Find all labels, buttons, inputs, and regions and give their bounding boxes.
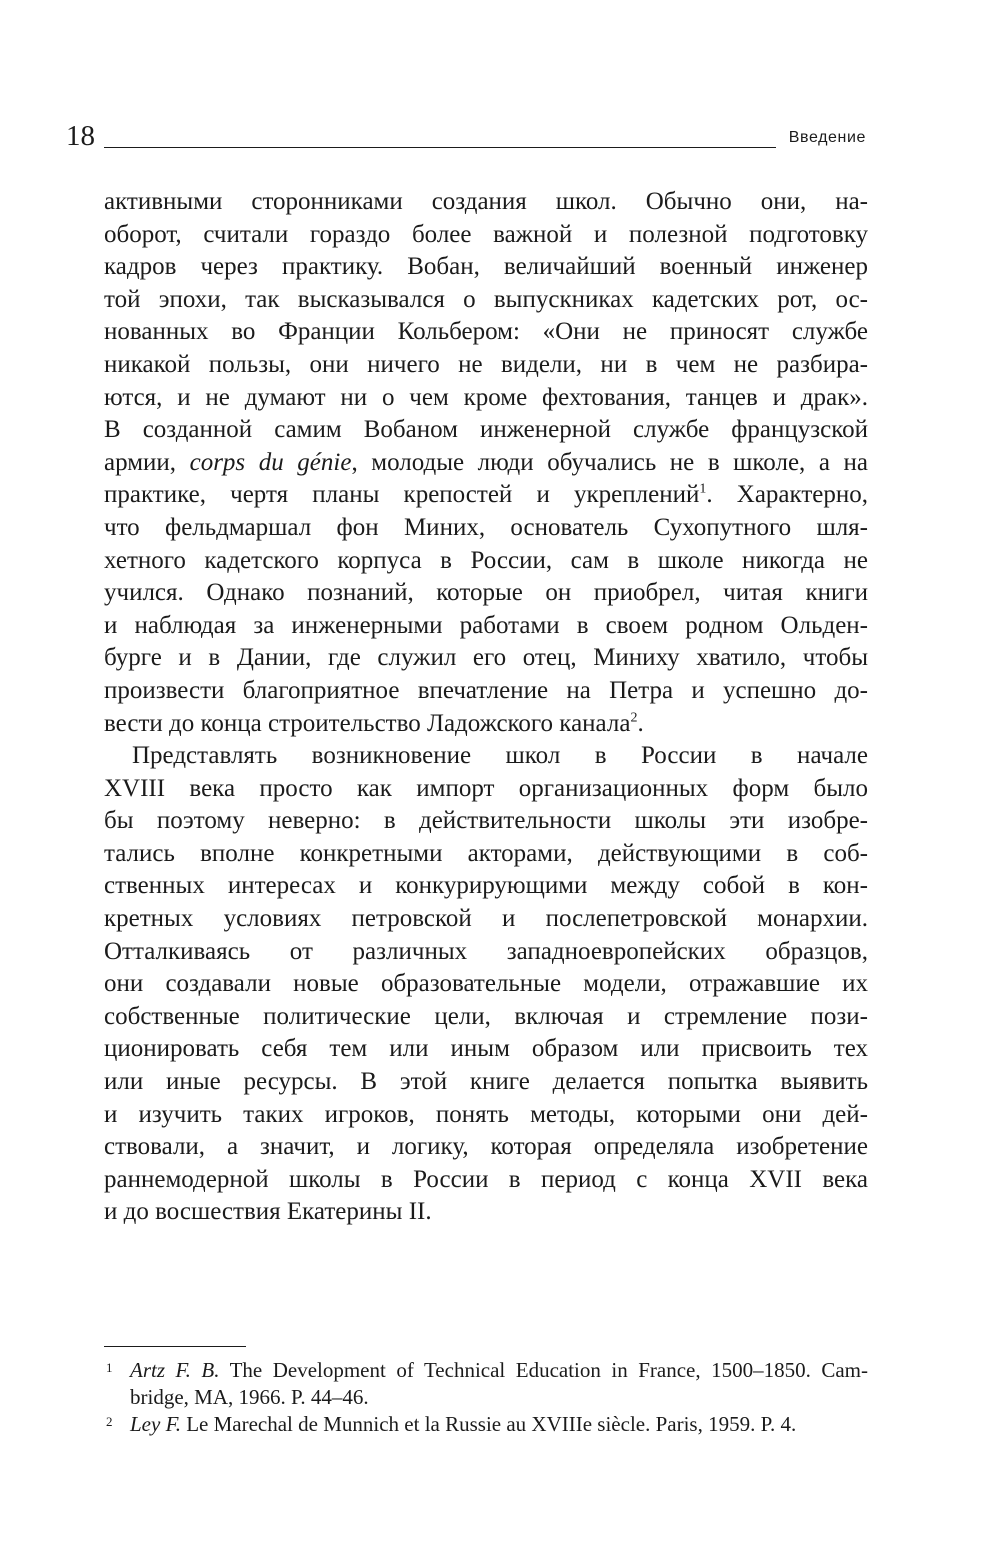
footnote-text: The Development of Technical Education in France, 1500–1850. Cam-	[219, 1358, 868, 1382]
text-line: тались вполне конкретными акторами, действующими в соб-	[104, 839, 868, 867]
footnote-ref-1[interactable]: 1	[699, 482, 707, 498]
footnote-separator	[104, 1346, 246, 1347]
text-fragment: практике, чертя планы крепостей и укреплений	[104, 481, 700, 509]
text-line: и до восшествия Екатерины II.	[104, 1198, 432, 1226]
text-line: XVIII века просто как импорт организационных форм было	[104, 774, 868, 802]
text-line: Представлять возникновение школ в России в начале	[132, 742, 868, 770]
text-line: ственных интересах и конкурирующими между собой в кон-	[104, 872, 868, 900]
text-line: что фельдмаршал фон Миних, основатель Сухопутного шля-	[104, 513, 868, 541]
page-number: 18	[66, 120, 95, 152]
text-line: они создавали новые образовательные модели, отражавшие их	[104, 970, 868, 998]
text-line	[104, 479, 868, 512]
running-head: Введение	[788, 129, 866, 146]
text-fragment: .	[637, 709, 644, 737]
text-line: кретных условиях петровской и послепетровской монархии.	[104, 905, 868, 933]
footnote-text: Le Marechal de Munnich et la Russie au XVIIIe siècle. Paris, 1959. P. 4.	[180, 1412, 797, 1436]
text-line: ются, и не думают ни о чем кроме фехтования, танцев и драк».	[104, 383, 868, 411]
text-line: нованных во Франции Кольбером: «Они не приносят службе	[104, 318, 868, 346]
text-line: Отталкиваясь от различных западноевропейских образцов,	[104, 937, 868, 965]
text-line: учился. Однако познаний, которые он приобрел, читая книги	[104, 579, 868, 607]
page-header	[66, 118, 866, 154]
text-fragment: , молодые люди обучались не в школе, а на	[351, 448, 868, 476]
text-fragment: . Характерно,	[706, 481, 868, 509]
text-line: раннемодерной школы в России в период с конца XVII века	[104, 1165, 868, 1193]
text-line: произвести благоприятное впечатление на Петра и успешно до-	[104, 676, 868, 704]
footnote-ref-2[interactable]: 2	[630, 710, 638, 726]
text-line: и изучить таких игроков, понять методы, которыми они дей-	[104, 1100, 868, 1128]
text-line: ционировать себя тем или иным образом или присвоить тех	[104, 1035, 868, 1063]
footnote-line	[130, 1357, 868, 1384]
paragraph-2	[104, 740, 868, 1229]
footnote-number: 1	[106, 1360, 113, 1375]
text-fragment: вести до конца строительство Ладожского канала	[104, 709, 631, 737]
footnote-line	[130, 1411, 868, 1438]
body-text	[104, 186, 868, 1229]
footnote-line: bridge, MA, 1966. P. 44–46.	[130, 1385, 369, 1409]
footnote-author: Artz F. B.	[130, 1358, 220, 1382]
header-rule	[104, 147, 776, 148]
text-line: ствовали, а значит, и логику, которая определяла изобретение	[104, 1133, 868, 1161]
text-line: собственные политические цели, включая и стремление пози-	[104, 1002, 868, 1030]
text-line: хетного кадетского корпуса в России, сам в школе никогда не	[104, 546, 868, 574]
text-line: и наблюдая за инженерными работами в своем родном Ольден-	[104, 611, 868, 639]
footnote-2	[104, 1411, 868, 1438]
italic-term: corps du génie	[189, 448, 352, 476]
text-line: оборот, считали гораздо более важной и полезной подготовку	[104, 220, 868, 248]
text-line: кадров через практику. Вобан, величайший военный инженер	[104, 253, 868, 281]
text-line: бы поэтому неверно: в действительности школы эти изобре-	[104, 807, 868, 835]
text-line: В созданной самим Вобаном инженерной службе французской	[104, 416, 868, 444]
footnotes	[104, 1357, 868, 1438]
paragraph-1	[104, 186, 868, 740]
footnote-author: Ley F.	[130, 1412, 181, 1436]
text-fragment: армии,	[104, 448, 190, 476]
footnote-number: 2	[106, 1414, 113, 1429]
text-line	[104, 708, 868, 741]
footnote-1	[104, 1357, 868, 1411]
text-line: активными сторонниками создания школ. Обычно они, на-	[104, 188, 868, 215]
text-line: или иные ресурсы. В этой книге делается попытка выявить	[104, 1068, 868, 1096]
text-line: бурге и в Дании, где служил его отец, Миниху хватило, чтобы	[104, 644, 868, 672]
text-line	[104, 447, 868, 480]
text-line: никакой пользы, они ничего не видели, ни в чем не разбира-	[104, 350, 868, 378]
text-line: той эпохи, так высказывался о выпускниках кадетских рот, ос-	[104, 285, 868, 313]
